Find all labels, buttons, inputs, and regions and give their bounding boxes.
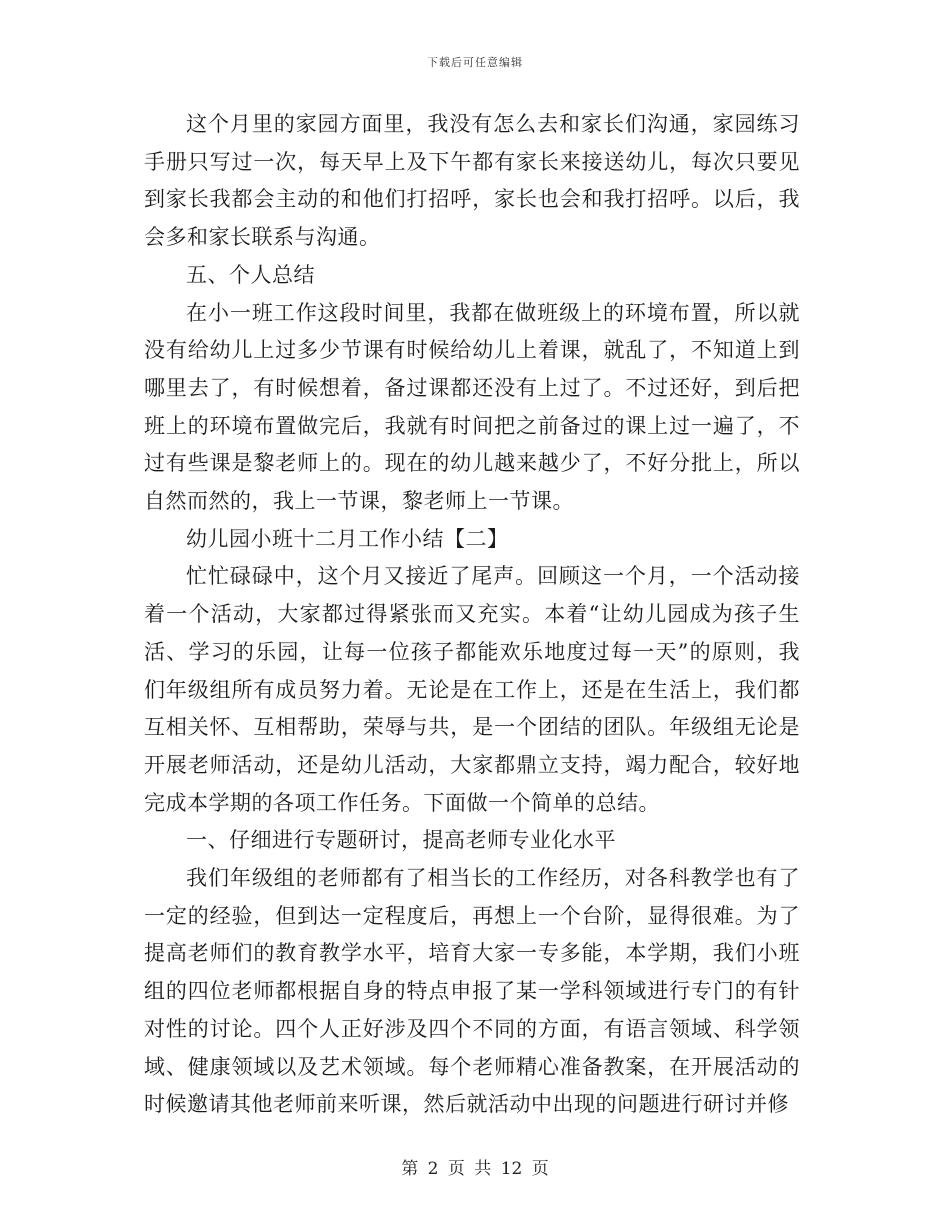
paragraph-intro: 忙忙碌碌中，这个月又接近了尾声。回顾这一个月，一个活动接着一个活动，大家都过得紧张而又充实。本着“让幼儿园成为孩子生活、学习的乐园，让每一位孩子都能欢乐地度过每一天”的原则，我们年级组所有成员努力着。无论是在工作上，还是在生活上，我们都互相关怀、互相帮助，荣辱与共，是一个团结的团队。年级组无论是开展老师活动，还是幼儿活动，大家都鼎立支持，竭力配合，较好地完成本学期的各项工作任务。下面做一个简单的总结。: [144, 564, 800, 815]
heading-research: 一、仔细进行专题研讨，提高老师专业化水平: [186, 828, 616, 853]
document-body: [144, 106, 800, 1124]
heading-personal-summary: 五、个人总结: [186, 262, 315, 287]
page-number: 第 2 页 共 12 页: [401, 1159, 549, 1179]
paragraph-home-school: 这个月里的家园方面里，我没有怎么去和家长们沟通，家园练习手册只写过一次，每天早上及下午都有家长来接送幼儿，每次只要见到家长我都会主动的和他们打招呼，家长也会和我打招呼。以后，我会多和家长联系与沟通。: [144, 112, 800, 250]
paragraph-personal-summary: 在小一班工作这段时间里，我都在做班级上的环境布置，所以就没有给幼儿上过多少节课有时候给幼儿上着课，就乱了，不知道上到哪里去了，有时候想着，备过课都还没有上过了。不过还好，到后把班上的环境布置做完后，我就有时间把之前备过的课上过一遍了，不过有些课是黎老师上的。现在的幼儿越来越少了，不好分批上，所以自然而然的，我上一节课，黎老师上一节课。: [144, 300, 800, 514]
heading-section-two: 幼儿园小班十二月工作小结【二】: [186, 526, 509, 551]
page-header: 下载后可任意编辑: [427, 56, 523, 69]
paragraph-research: 我们年级组的老师都有了相当长的工作经历，对各科教学也有了一定的经验，但到达一定程度后，再想上一个台阶，显得很难。为了提高老师们的教育教学水平，培育大家一专多能，本学期，我们小班组的四位老师都根据自身的特点申报了某一学科领域进行专门的有针对性的讨论。四个人正好涉及四个不同的方面，有语言领域、科学领域、健康领域以及艺术领域。每个老师精心准备教案，在开展活动的时候邀请其他老师前来听课，然后就活动中出现的问题进行研讨并修: [144, 866, 800, 1117]
